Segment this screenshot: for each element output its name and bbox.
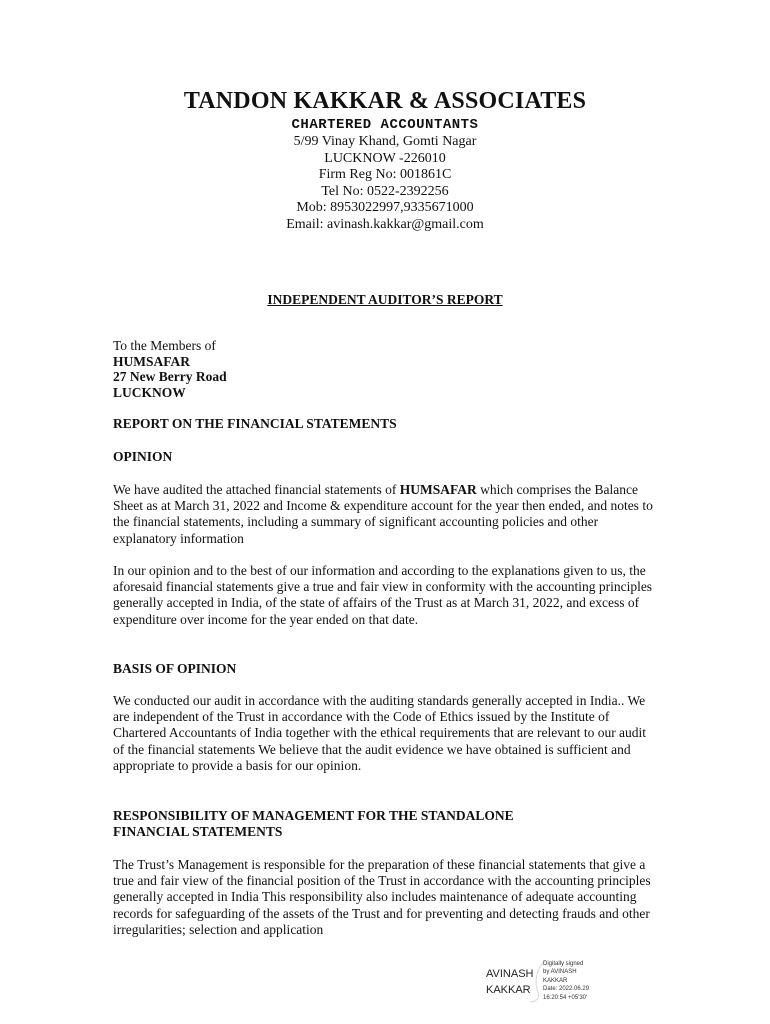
signature-time: 16:20:54 +05'30' xyxy=(543,994,588,1001)
signer-name xyxy=(486,966,533,998)
signature-detail-line: KAKKAR xyxy=(543,977,568,984)
signature-detail-line: by AVINASH xyxy=(543,969,577,976)
section-heading-responsibility xyxy=(113,808,658,840)
signer-first-name: AVINASH xyxy=(486,968,534,980)
telephone: Tel No: 0522-2392256 xyxy=(321,183,449,199)
signature-details xyxy=(543,960,589,1002)
signer-last-name: KAKKAR xyxy=(486,984,531,996)
address-line-1: 5/99 Vinay Khand, Gomti Nagar xyxy=(293,134,477,149)
firm-subtitle: CHARTERED ACCOUNTANTS xyxy=(291,117,479,133)
responsibility-heading-line-1: RESPONSIBILITY OF MANAGEMENT FOR THE STANDALONE xyxy=(113,808,514,823)
responsibility-heading-line-2: FINANCIAL STATEMENTS xyxy=(113,824,283,840)
section-heading-opinion: OPINION xyxy=(113,449,173,464)
addressee-street: 27 New Berry Road xyxy=(113,369,227,384)
opinion-paragraph-1 xyxy=(113,482,658,547)
firm-reg-number: Firm Reg No: 001861C xyxy=(318,167,452,183)
report-title: INDEPENDENT AUDITOR’S REPORT xyxy=(267,292,503,307)
opinion-paragraph-2: In our opinion and to the best of our information and according to the explanations given to us, the aforesaid financial statements give a true and fair view in conformity with the accounting principles generally accepted in India, of the state of affairs of the Trust as at March 31, 2022, and excess of expenditure over income for the year ended on that date. xyxy=(113,563,653,627)
address-line-2: LUCKNOW -226010 xyxy=(324,150,446,166)
signature-detail-line: Digitally signed xyxy=(543,961,584,967)
signature-date: Date: 2022.06.29 xyxy=(543,986,590,993)
firm-name: TANDON KAKKAR & ASSOCIATES xyxy=(183,88,587,114)
digital-signature xyxy=(486,958,616,1004)
responsibility-paragraph: The Trust’s Management is responsible for the preparation of these financial statements that give a true and fair view of the financial position of the Trust in accordance with the accounting principles generally accepted in India This responsibility also includes maintenance of adequate accounting records for safeguarding of the assets of the Trust and for preventing and detecting frauds and other irregularities; selection and application xyxy=(113,857,651,937)
opinion-p1-entity: HUMSAFAR xyxy=(399,482,477,497)
section-heading-financial-statements: REPORT ON THE FINANCIAL STATEMENTS xyxy=(113,416,397,431)
letterhead xyxy=(0,86,770,234)
addressee-block xyxy=(113,338,658,400)
opinion-p1-pre: We have audited the attached financial statements of xyxy=(113,482,400,497)
addressee-city: LUCKNOW xyxy=(113,384,186,400)
addressee-intro: To the Members of xyxy=(113,338,216,353)
section-heading-basis: BASIS OF OPINION xyxy=(113,661,237,676)
mobile: Mob: 8953022997,9335671000 xyxy=(296,200,474,216)
opinion-p1-post: which comprises the Balance Sheet as at March 31, 2022 and Income & expenditure account for the year then ended, and notes to the financial statements, including a summary of significant accounting policies and other explanatory information xyxy=(113,482,653,546)
basis-paragraph: We conducted our audit in accordance with the auditing standards generally accepted in India.. We are independent of the Trust in accordance with the Code of Ethics issued by the Institute of Chartered Accountants of India together with the ethical requirements that are relevant to our audit of the financial statements We believe that the audit evidence we have obtained is sufficient and appropriate to provide a basis for our opinion. xyxy=(113,693,647,773)
addressee-name: HUMSAFAR xyxy=(113,353,190,369)
email: Email: avinash.kakkar@gmail.com xyxy=(286,216,484,232)
